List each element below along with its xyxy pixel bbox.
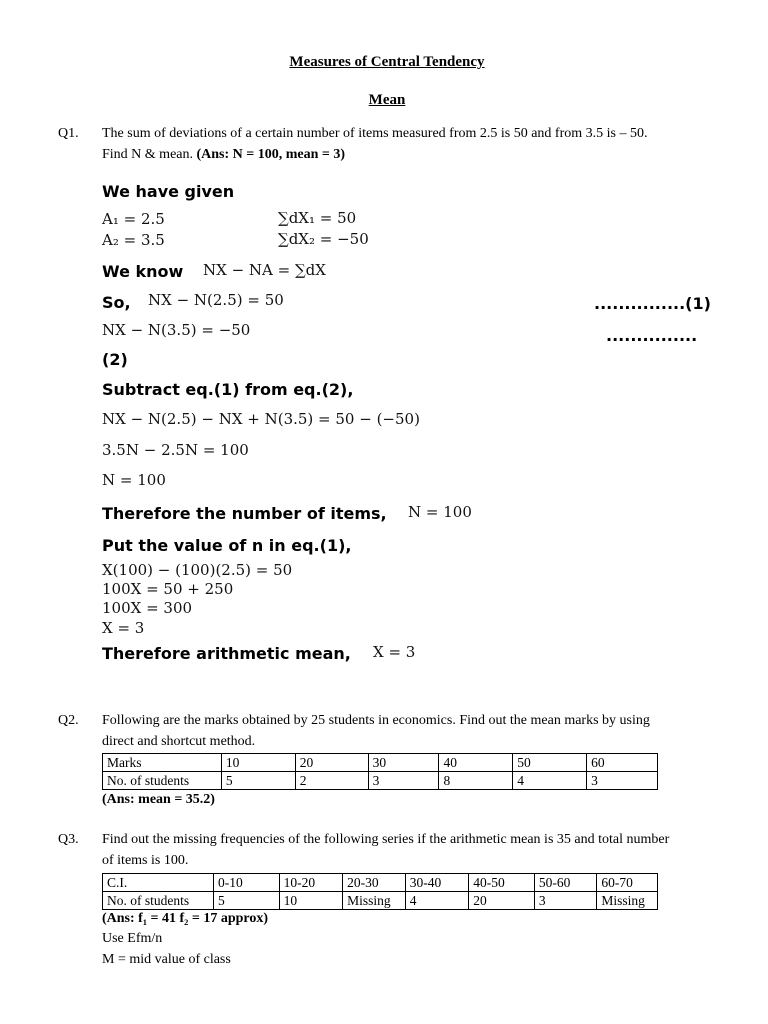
therefore-mean-label: Therefore arithmetic mean, [102, 644, 351, 663]
table-cell: 4 [513, 772, 587, 790]
therefore-items-label: Therefore the number of items, [102, 504, 387, 523]
table-cell: 5 [221, 772, 295, 790]
equation-2-tag: (2) [102, 350, 128, 369]
q3-note-mid-value: M = mid value of class [102, 952, 231, 967]
table-cell: 20 [469, 892, 535, 910]
q1-text-line1: The sum of deviations of a certain number of items measured from 2.5 is 50 and from 3.5 is – 50. [102, 126, 648, 141]
section-title: Mean [368, 92, 406, 108]
table-cell: 20 [295, 754, 368, 772]
we-know-equation: NX − NA = ∑dX [203, 261, 326, 279]
table-cell: 2 [295, 772, 368, 790]
put-value-label: Put the value of n in eq.(1), [102, 536, 352, 555]
equation-1: NX − N(2.5) = 50 [148, 291, 284, 309]
q3-text-line2: of items is 100. [102, 853, 189, 868]
calc-1-equation: X(100) − (100)(2.5) = 50 [102, 561, 293, 579]
table-row [103, 772, 658, 790]
so-label: So, [102, 293, 131, 312]
q1-answer: (Ans: N = 100, mean = 3) [196, 147, 346, 162]
equation-2: NX − N(3.5) = −50 [102, 321, 251, 339]
q3-text-line1: Find out the missing frequencies of the following series if the arithmetic mean is 35 and total number [102, 832, 670, 847]
q2-text-line1: Following are the marks obtained by 25 students in economics. Find out the mean marks by using [102, 713, 650, 728]
table-cell: 60 [587, 754, 658, 772]
q2-number: Q2. [58, 713, 79, 728]
step-3-equation: N = 100 [102, 471, 166, 489]
table-cell: Marks [103, 754, 222, 772]
step-1-equation: NX − N(2.5) − NX + N(3.5) = 50 − (−50) [102, 410, 420, 428]
table-cell: 3 [534, 892, 597, 910]
calc-4-equation: X = 3 [102, 619, 145, 637]
q3-frequency-table [102, 873, 658, 910]
table-cell: 40 [439, 754, 513, 772]
calc-3-equation: 100X = 300 [102, 599, 193, 617]
a2-equation: A₂ = 3.5 [102, 231, 165, 249]
sum-dx1-equation: ∑dX₁ = 50 [278, 209, 357, 227]
table-row [103, 754, 658, 772]
table-cell: 3 [587, 772, 658, 790]
table-cell: No. of students [103, 892, 214, 910]
table-cell: 10 [279, 892, 343, 910]
therefore-mean-equation: X = 3 [373, 643, 416, 661]
therefore-items-equation: N = 100 [408, 503, 472, 521]
table-cell: 10-20 [279, 874, 343, 892]
sum-dx2-equation: ∑dX₂ = −50 [278, 230, 369, 248]
we-know-label: We know [102, 262, 184, 281]
q1-number: Q1. [58, 126, 79, 141]
table-cell: 4 [405, 892, 469, 910]
table-cell: 60-70 [597, 874, 658, 892]
q3-answer: (Ans: f₁ = 41 f₂ = 17 approx) [102, 911, 269, 926]
q1-text-line2: Find N & mean. (Ans: N = 100, mean = 3) [102, 147, 346, 162]
table-cell: 5 [214, 892, 280, 910]
table-cell: 8 [439, 772, 513, 790]
q2-answer: (Ans: mean = 35.2) [102, 792, 215, 807]
table-cell: 3 [368, 772, 439, 790]
equation-2-dashes: ............... [606, 326, 698, 345]
table-cell: 0-10 [214, 874, 280, 892]
table-cell: 20-30 [343, 874, 406, 892]
table-cell: 10 [221, 754, 295, 772]
calc-2-equation: 100X = 50 + 250 [102, 580, 234, 598]
table-row [103, 892, 658, 910]
step-2-equation: 3.5N − 2.5N = 100 [102, 441, 249, 459]
table-cell: 40-50 [469, 874, 535, 892]
table-cell: Missing [597, 892, 658, 910]
q3-number: Q3. [58, 832, 79, 847]
table-cell: Missing [343, 892, 406, 910]
table-cell: 50-60 [534, 874, 597, 892]
we-have-given-label: We have given [102, 182, 235, 201]
q2-marks-table [102, 753, 658, 790]
table-cell: 30 [368, 754, 439, 772]
table-row [103, 874, 658, 892]
table-cell: No. of students [103, 772, 222, 790]
table-cell: 30-40 [405, 874, 469, 892]
q2-text-line2: direct and shortcut method. [102, 734, 256, 749]
a1-equation: A₁ = 2.5 [102, 210, 165, 228]
equation-1-tag: ...............(1) [594, 294, 711, 313]
table-cell: C.I. [103, 874, 214, 892]
document-title: Measures of Central Tendency [289, 54, 485, 70]
q3-note-formula: Use Efm/n [102, 931, 163, 946]
table-cell: 50 [513, 754, 587, 772]
subtract-label: Subtract eq.(1) from eq.(2), [102, 380, 354, 399]
